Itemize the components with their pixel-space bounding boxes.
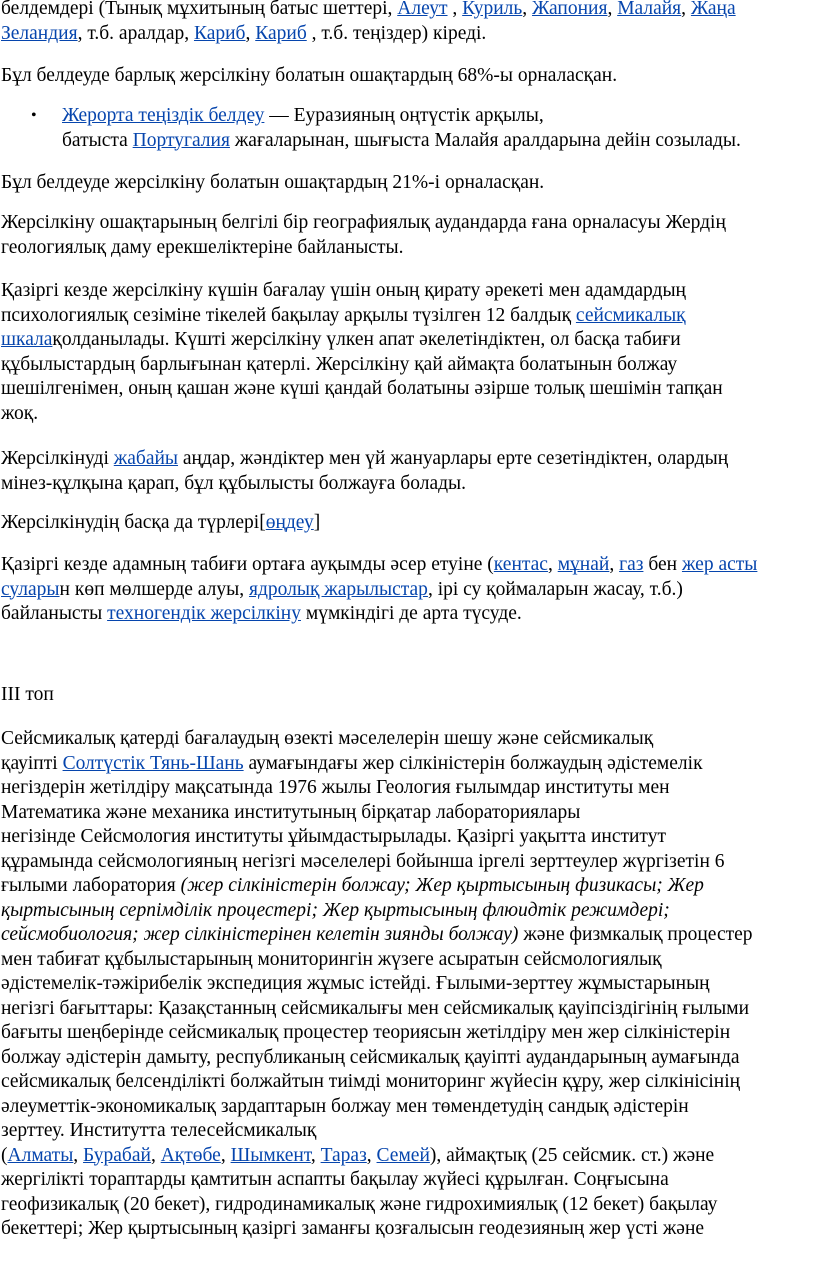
text-line <box>1 22 736 47</box>
link-burabay[interactable]: Бурабай <box>83 1144 151 1166</box>
text-line: шешілгенімен, оның қашан және күші қандай болатыны әзірше толық шешімін тапқан <box>1 378 723 399</box>
link-almaty[interactable]: Алматы <box>7 1144 74 1166</box>
text-run: ), аймақтық (25 сейсмик. ст.) және <box>429 1144 715 1166</box>
bullet-marker: • <box>31 107 37 124</box>
text-line: мінез-құлқына қарап, бұл құбылысты болжауға болады. <box>1 472 467 494</box>
italic-text: сейсмобиология; жер сілкіністерінен келетін зиянды болжау) <box>1 924 519 945</box>
text-run: бен <box>643 554 682 575</box>
link-kuril[interactable]: Куриль <box>462 0 523 19</box>
text-run: , <box>681 0 691 19</box>
link-portugal[interactable]: Португалия <box>132 129 230 151</box>
text-run: қолданылады. Күшті жерсілкіну үлкен апат әкелетіндіктен, ол басқа табиғи <box>52 329 681 350</box>
link-nuclear-explosions[interactable]: ядролық жарылыстар <box>248 578 428 600</box>
text-line: геофизикалық (20 бекет), гидродинамикалық және гидрохимиялық (12 бекет) бақылау <box>1 1193 718 1215</box>
text-run: , <box>522 0 533 19</box>
text-run: Жерсілкінуді <box>1 448 114 469</box>
bullet-item-mediterranean <box>1 104 816 153</box>
text-line: құбылыстардың барлығынан қатерлі. Жерсілкіну қай аймақта болатынын болжау <box>1 353 678 375</box>
text-run: байланысты <box>1 603 108 624</box>
text-line: болжау әдістерін дамыту, республиканың сейсмикалық қауіпті аудандарының аумағында <box>1 1046 740 1068</box>
paragraph-21-percent <box>1 171 544 196</box>
text-run: , <box>607 0 618 19</box>
text-line: Бұл белдеуде барлық жерсілкіну болатын ошақтардың 68%-ы орналасқан. <box>1 65 618 86</box>
link-groundwater-part1[interactable]: жер асты <box>681 554 758 575</box>
text-run: н көп мөлшерде алуы, <box>59 578 249 600</box>
text-line: әдістемелік-тәжірибелік экспедиция жұмыс істейді. Ғылыми-зерттеу жұмыстарының <box>1 973 710 994</box>
text-run: , т.б. аралдар, <box>77 22 194 44</box>
text-line: жоқ. <box>1 402 39 424</box>
paragraph-animals <box>1 447 728 496</box>
text-run: психологиялық сезіміне тікелей бақылау арқылы түзілген 12 балдық <box>1 304 576 326</box>
text-run: жағаларынан, шығыста Малайя аралдарына дейін созылады. <box>229 129 741 151</box>
link-ore[interactable]: кентас <box>493 554 548 575</box>
text-line: негізгі бағыттары: Қазақстанның сейсмикалығы мен сейсмикалық қауіпсіздігінің ғылыми <box>1 997 750 1019</box>
link-wild[interactable]: жабайы <box>113 448 179 469</box>
italic-text: (жер сілкіністерін болжау; Жер қыртысының физикасы; Жер <box>180 875 704 896</box>
text-line: бекеттері; Жер қыртысының қазіргі заманғы қозғалысын геодезияның жер үсті және <box>1 1218 705 1239</box>
section-heading-other-types <box>1 511 320 536</box>
text-line <box>1 752 753 777</box>
text-run: мүмкіндігі де арта түсуде. <box>300 603 522 624</box>
link-gas[interactable]: газ <box>619 554 644 575</box>
text-line: негіздерін жетілдіру мақсатында 1976 жылы Геология ғылымдар институты мен <box>1 777 670 798</box>
text-run: , <box>609 554 620 575</box>
text-line: құрамында сейсмологияның негізгі мәселелері бойынша іргелі зерттеулер жүргізетін 6 <box>1 850 725 872</box>
paragraph-seismology-institute <box>1 727 753 1242</box>
text-line <box>1 923 753 948</box>
paragraph-68-percent <box>1 64 617 89</box>
text-run: аумағындағы жер сілкіністерін болжаудың әдістемелік <box>243 752 703 774</box>
text-line <box>1 447 728 472</box>
text-line: әлеуметтік-экономикалық зардаптарын болжау мен төмендетудің сандық әдістерін <box>1 1095 689 1117</box>
text-line: Сейсмикалық қатерді бағалаудың өзекті мәселелерін шешу және сейсмикалық <box>1 728 654 749</box>
text-line <box>1 874 753 899</box>
text-run: , ірі су қоймаларын жасау, т.б.) <box>427 578 683 600</box>
text-line <box>1 129 816 154</box>
text-run: аңдар, жәндіктер мен үй жануарлары ерте сезетіндіктен, олардың <box>178 448 729 469</box>
text-run: қауіпті <box>1 752 63 774</box>
link-aktobe[interactable]: Ақтөбе <box>160 1144 221 1166</box>
text-run: ] <box>313 512 321 533</box>
text-line <box>1 328 723 353</box>
text-run: белдемдері (Тынық мұхитының батыс шеттері, <box>1 0 398 19</box>
text-run: ( <box>1 1144 8 1166</box>
paragraph-geology <box>1 211 726 260</box>
link-semey[interactable]: Семей <box>376 1144 430 1166</box>
text-line <box>1 553 757 578</box>
link-groundwater-part2[interactable]: сулары <box>1 578 60 600</box>
text-line: геологиялық даму ерекшеліктеріне байланысты. <box>1 236 404 258</box>
italic-text: қыртысының серпімділік процестері; Жер қыртысының флюидтік режимдері; <box>1 899 670 921</box>
link-caribbean-2[interactable]: Кариб <box>255 22 307 44</box>
text-line: зерттеу. Институтта телесейсмикалық <box>1 1120 317 1141</box>
text-line: бағыты шеңберінде сейсмикалық процестер теориясын жетілдіру мен жер сілкіністерін <box>1 1022 731 1043</box>
text-run: , <box>547 554 558 575</box>
paragraph-belt-regions <box>1 0 736 46</box>
text-run: Жерсілкінудің басқа да түрлері[ <box>1 512 266 533</box>
paragraph-seismic-scale <box>1 279 723 426</box>
link-oil[interactable]: мұнай <box>557 554 610 575</box>
link-technogenic-earthquake[interactable]: техногендік жерсілкіну <box>107 603 301 624</box>
link-new-zealand-part2[interactable]: Зеландия <box>1 22 78 44</box>
link-seismic-scale-part1[interactable]: сейсмикалық <box>575 304 686 326</box>
text-line: Қазіргі кезде жерсілкіну күшін бағалау үшін оның қирату әрекеті мен адамдардың <box>1 280 686 301</box>
text-run: және физмкалық процестер <box>518 924 753 945</box>
text-line <box>1 104 816 129</box>
link-seismic-scale-part2[interactable]: шкала <box>1 329 53 350</box>
text-run: , <box>447 0 463 19</box>
link-shymkent[interactable]: Шымкент <box>230 1144 311 1166</box>
text-line <box>1 304 723 329</box>
paragraph-technogenic <box>1 553 757 627</box>
text-line <box>1 0 736 22</box>
text-line: жергілікті тораптарды қамтитын аспапты бақылау жүйесі құрылған. Соңғысына <box>1 1169 669 1190</box>
link-malaya[interactable]: Малайя <box>617 0 682 19</box>
link-northern-tien-shan[interactable]: Солтүстік Тянь-Шань <box>62 752 244 774</box>
text-line: III топ <box>1 684 54 705</box>
link-new-zealand-part1[interactable]: Жаңа <box>690 0 736 19</box>
text-line <box>1 511 320 536</box>
edit-link[interactable]: өңдеу <box>265 512 314 533</box>
link-aleut[interactable]: Алеут <box>397 0 448 19</box>
text-line: (Алматы, Бурабай, Ақтөбе, Шымкент, Тараз, Семей), аймақтық (25 сейсмик. ст.) және <box>1 1144 715 1166</box>
text-line: Жерсілкіну ошақтарының белгілі бір географиялық аудандарда ғана орналасуы Жердің <box>1 212 726 233</box>
text-run: , т.б. теңіздер) кіреді. <box>306 22 487 44</box>
text-line: сейсмикалық белсенділікті болжайтын тиімді мониторинг жүйесін құру, жер сілкінісінің <box>1 1071 741 1092</box>
text-run: батыста <box>62 129 133 151</box>
text-line: мен табиғат құбылыстарының мониторингін жүзеге асыратын сейсмологиялық <box>1 948 662 970</box>
text-line: Бұл белдеуде жерсілкіну болатын ошақтардың 21%-і орналасқан. <box>1 172 545 193</box>
text-run: Қазіргі кезде адамның табиғи ортаға ауқымды әсер етуіне ( <box>1 554 494 575</box>
text-line: Математика және механика институтының бірқатар лабораториялары <box>1 801 581 823</box>
link-taraz[interactable]: Тараз <box>320 1144 367 1166</box>
link-japan[interactable]: Жапония <box>532 0 608 19</box>
text-run: ғылыми лаборатория <box>1 875 181 896</box>
group-heading <box>1 683 54 708</box>
text-run: , <box>245 22 256 44</box>
text-line: негізінде Сейсмология институты ұйымдастырылады. Қазіргі уақытта институт <box>1 826 666 847</box>
text-line <box>1 602 757 627</box>
link-caribbean-1[interactable]: Кариб <box>193 22 246 44</box>
text-line <box>1 578 757 603</box>
link-mediterranean-belt[interactable]: Жерорта теңіздік белдеу <box>62 105 265 126</box>
text-run: — Еуразияның оңтүстік арқылы, <box>264 105 544 126</box>
text-line <box>1 899 753 924</box>
